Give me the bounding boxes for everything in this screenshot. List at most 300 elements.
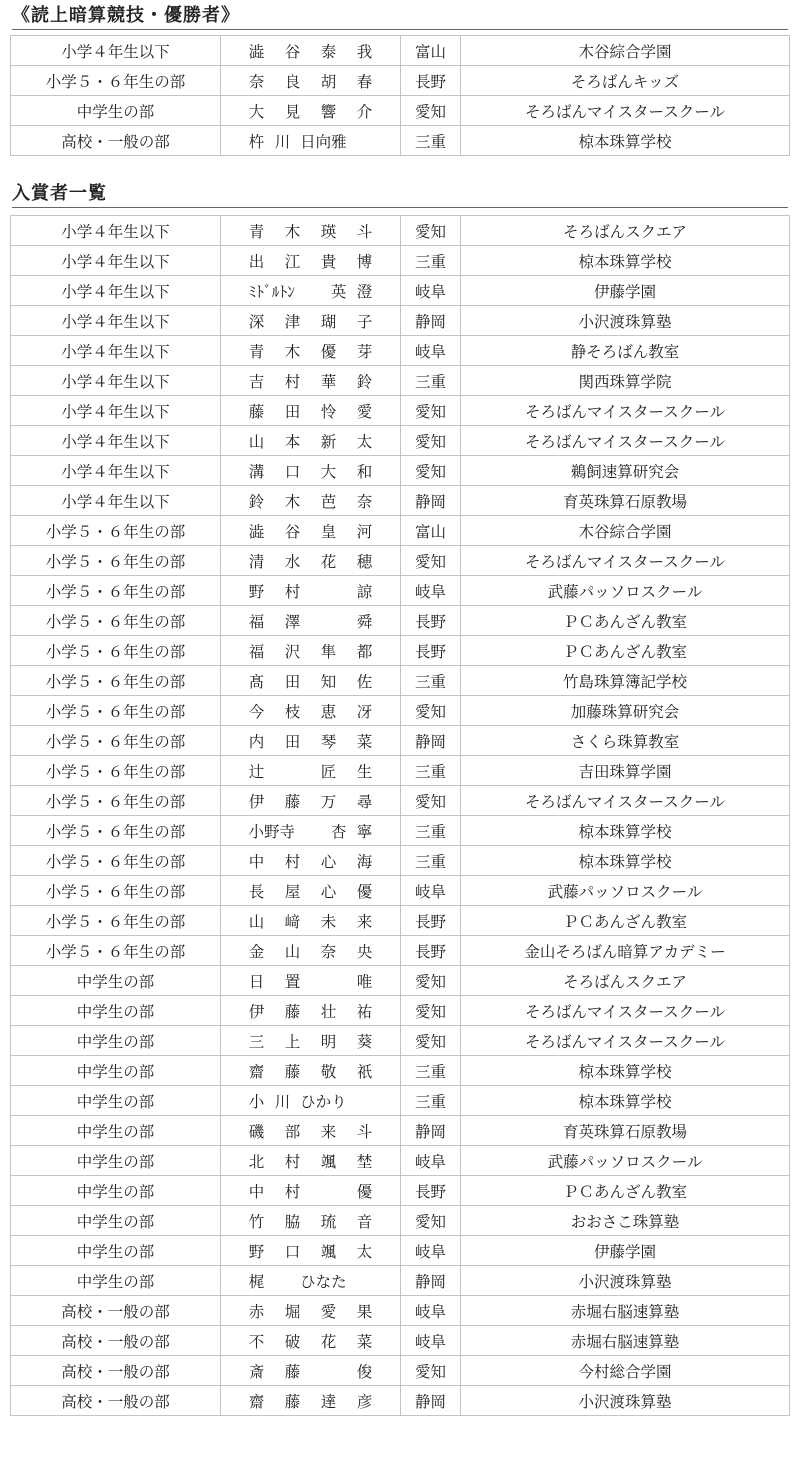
division-cell: 中学生の部 — [11, 1266, 221, 1296]
name-part: 颯 — [320, 1152, 337, 1171]
name-cell — [221, 756, 401, 786]
name-part: 大 — [248, 102, 265, 121]
name-part: 川 — [274, 1092, 291, 1111]
name-part: 清 — [248, 552, 265, 571]
school-cell: そろばんマイスタースクール — [461, 1026, 790, 1056]
winners-table — [10, 215, 790, 1416]
name-cell — [221, 576, 401, 606]
division-cell: 小学５・６年生の部 — [11, 936, 221, 966]
name-part: 吉 — [248, 372, 265, 391]
division-cell: 小学５・６年生の部 — [11, 546, 221, 576]
name-part: 尋 — [356, 792, 373, 811]
prefecture-cell: 三重 — [401, 1086, 461, 1116]
division-cell: 中学生の部 — [11, 1086, 221, 1116]
prefecture-cell: 長野 — [401, 1176, 461, 1206]
name-part: 内 — [248, 732, 265, 751]
prefecture-cell: 愛知 — [401, 96, 461, 126]
table-row — [11, 786, 790, 816]
division-cell: 小学４年生以下 — [11, 426, 221, 456]
table-row — [11, 1386, 790, 1416]
name-part: 藤 — [284, 1362, 301, 1381]
name-part: 博 — [356, 252, 373, 271]
name-part: 優 — [356, 882, 373, 901]
table-row — [11, 456, 790, 486]
division-cell: 小学４年生以下 — [11, 486, 221, 516]
name-part: 皇 — [320, 522, 337, 541]
name-characters — [249, 1300, 373, 1322]
prefecture-cell: 岐阜 — [401, 1296, 461, 1326]
name-part: 谷 — [284, 522, 301, 541]
table-row — [11, 396, 790, 426]
name-cell — [221, 486, 401, 516]
school-cell: 椋本珠算学校 — [461, 816, 790, 846]
name-part: 斎 — [248, 1362, 265, 1381]
table-row — [11, 1296, 790, 1326]
prefecture-cell: 長野 — [401, 606, 461, 636]
name-part: 木 — [284, 342, 301, 361]
school-cell: 今村総合学園 — [461, 1356, 790, 1386]
table-row — [11, 1026, 790, 1056]
name-part: 置 — [284, 972, 301, 991]
name-part: 央 — [356, 942, 373, 961]
name-part: 杵 — [248, 132, 265, 151]
name-cell — [221, 1116, 401, 1146]
school-cell: そろばんマイスタースクール — [461, 546, 790, 576]
name-part: 部 — [284, 1122, 301, 1141]
name-part: 堀 — [284, 1302, 301, 1321]
name-part: 北 — [248, 1152, 265, 1171]
name-cell — [221, 306, 401, 336]
name-part: 優 — [320, 342, 337, 361]
prefecture-cell: 静岡 — [401, 1386, 461, 1416]
table-row — [11, 876, 790, 906]
division-cell: 小学４年生以下 — [11, 276, 221, 306]
name-part: 太 — [356, 1242, 373, 1261]
prefecture-cell: 愛知 — [401, 426, 461, 456]
name-part: 山 — [248, 912, 265, 931]
prefecture-cell: 岐阜 — [401, 1326, 461, 1356]
school-cell: 関西珠算学院 — [461, 366, 790, 396]
school-cell: 育英珠算石原教場 — [461, 1116, 790, 1146]
prefecture-cell: 愛知 — [401, 456, 461, 486]
division-cell: 中学生の部 — [11, 1206, 221, 1236]
name-characters — [249, 1210, 373, 1232]
name-part: 木 — [284, 222, 301, 241]
name-part: 沢 — [284, 642, 301, 661]
name-cell — [221, 96, 401, 126]
name-part: 中 — [248, 1182, 265, 1201]
name-characters — [249, 310, 373, 332]
name-characters — [249, 610, 373, 632]
name-part: 村 — [284, 582, 301, 601]
name-part: 心 — [320, 852, 337, 871]
name-part: 梶 — [248, 1272, 265, 1291]
prefecture-cell: 愛知 — [401, 996, 461, 1026]
school-cell: 金山そろばん暗算アカデミー — [461, 936, 790, 966]
name-part: 不 — [248, 1332, 265, 1351]
name-characters — [249, 1390, 373, 1412]
division-cell: 小学５・６年生の部 — [11, 726, 221, 756]
name-part: 澤 — [284, 612, 301, 631]
name-cell — [221, 996, 401, 1026]
name-cell — [221, 516, 401, 546]
name-characters — [249, 700, 373, 722]
division-cell: 小学５・６年生の部 — [11, 906, 221, 936]
name-characters — [249, 880, 373, 902]
table-row — [11, 1326, 790, 1356]
name-part: 介 — [356, 102, 373, 121]
school-cell: 椋本珠算学校 — [461, 126, 790, 156]
name-cell — [221, 216, 401, 246]
division-cell: 小学４年生以下 — [11, 246, 221, 276]
prefecture-cell: 岐阜 — [401, 1146, 461, 1176]
name-part: 埜 — [356, 1152, 373, 1171]
name-characters — [249, 250, 373, 272]
division-cell: 小学５・６年生の部 — [11, 66, 221, 96]
table-row — [11, 36, 790, 66]
name-part: 俊 — [356, 1362, 373, 1381]
school-cell: そろばんマイスタースクール — [461, 786, 790, 816]
name-characters — [249, 850, 373, 872]
name-cell — [221, 1086, 401, 1116]
name-part: 髙 — [248, 672, 265, 691]
division-cell: 小学４年生以下 — [11, 366, 221, 396]
name-part: 彦 — [356, 1392, 373, 1411]
school-cell: 武藤パッソロスクール — [461, 876, 790, 906]
name-part: 水 — [284, 552, 301, 571]
name-part: 竹 — [248, 1212, 265, 1231]
prefecture-cell: 愛知 — [401, 1026, 461, 1056]
name-cell — [221, 1326, 401, 1356]
name-part: 齋 — [248, 1062, 265, 1081]
name-characters — [249, 1240, 373, 1262]
name-characters — [249, 1330, 373, 1352]
name-part: 菜 — [356, 1332, 373, 1351]
name-part: 舜 — [356, 612, 373, 631]
prefecture-cell: 三重 — [401, 366, 461, 396]
school-cell: 椋本珠算学校 — [461, 1056, 790, 1086]
name-part: 脇 — [284, 1212, 301, 1231]
name-part: 川 — [274, 132, 291, 151]
name-part: 海 — [356, 852, 373, 871]
division-cell: 高校・一般の部 — [11, 1326, 221, 1356]
name-cell — [221, 1236, 401, 1266]
name-part: 本 — [284, 432, 301, 451]
name-part: 菜 — [356, 732, 373, 751]
school-cell: さくら珠算教室 — [461, 726, 790, 756]
name-part: 隼 — [320, 642, 337, 661]
school-cell: 竹島珠算簿記学校 — [461, 666, 790, 696]
division-cell: 小学４年生以下 — [11, 36, 221, 66]
name-characters — [249, 460, 373, 482]
name-part: 河 — [356, 522, 373, 541]
name-part: 澁 — [248, 522, 265, 541]
name-part: 野 — [248, 1242, 265, 1261]
name-characters — [249, 790, 373, 812]
school-cell: ＰＣあんざん教室 — [461, 606, 790, 636]
name-part: 藤 — [284, 792, 301, 811]
table-row — [11, 1086, 790, 1116]
name-part: 花 — [320, 1332, 337, 1351]
prefecture-cell: 静岡 — [401, 486, 461, 516]
table-row — [11, 1116, 790, 1146]
name-part: 奈 — [320, 942, 337, 961]
division-cell: 小学５・６年生の部 — [11, 846, 221, 876]
division-cell: 中学生の部 — [11, 1026, 221, 1056]
name-cell — [221, 816, 401, 846]
name-part: 寧 — [356, 822, 373, 841]
name-part: 花 — [320, 552, 337, 571]
table-row — [11, 126, 790, 156]
name-cell — [221, 1296, 401, 1326]
name-part: 田 — [284, 732, 301, 751]
division-cell: 中学生の部 — [11, 1056, 221, 1086]
name-cell — [221, 276, 401, 306]
name-characters — [249, 730, 373, 752]
name-part: 優 — [356, 1182, 373, 1201]
table-row — [11, 516, 790, 546]
name-part — [321, 610, 337, 632]
name-part: 金 — [248, 942, 265, 961]
name-part: 上 — [284, 1032, 301, 1051]
name-cell — [221, 846, 401, 876]
name-characters — [249, 130, 373, 152]
name-characters — [249, 1360, 373, 1382]
table-row — [11, 726, 790, 756]
division-cell: 中学生の部 — [11, 966, 221, 996]
name-part: 山 — [248, 432, 265, 451]
division-cell: 中学生の部 — [11, 996, 221, 1026]
school-cell: 加藤珠算研究会 — [461, 696, 790, 726]
name-part: 屋 — [284, 882, 301, 901]
name-cell — [221, 246, 401, 276]
name-part: 琉 — [320, 1212, 337, 1231]
name-part: 杏 — [330, 822, 347, 841]
name-part: 敬 — [320, 1062, 337, 1081]
name-part: ﾐﾄﾞﾙﾄﾝ — [248, 282, 296, 301]
name-part: 都 — [356, 642, 373, 661]
name-part: 小野寺 — [248, 822, 296, 841]
prefecture-cell: 長野 — [401, 936, 461, 966]
school-cell: 椋本珠算学校 — [461, 246, 790, 276]
name-characters — [249, 1270, 373, 1292]
name-part: 伊 — [248, 792, 265, 811]
school-cell: そろばんマイスタースクール — [461, 996, 790, 1026]
school-cell: そろばんキッズ — [461, 66, 790, 96]
name-cell — [221, 696, 401, 726]
table-row — [11, 96, 790, 126]
name-cell — [221, 366, 401, 396]
table-row — [11, 246, 790, 276]
prefecture-cell: 静岡 — [401, 726, 461, 756]
name-part: 琴 — [320, 732, 337, 751]
name-part: 田 — [284, 402, 301, 421]
school-cell: 小沢渡珠算塾 — [461, 306, 790, 336]
division-cell: 高校・一般の部 — [11, 1296, 221, 1326]
name-cell — [221, 1356, 401, 1386]
name-part: 恵 — [320, 702, 337, 721]
name-part: 村 — [284, 1152, 301, 1171]
name-part: 音 — [356, 1212, 373, 1231]
prefecture-cell: 岐阜 — [401, 1236, 461, 1266]
division-cell: 小学４年生以下 — [11, 456, 221, 486]
school-cell: 椋本珠算学校 — [461, 1086, 790, 1116]
name-characters — [249, 280, 373, 302]
name-part: 子 — [356, 312, 373, 331]
division-cell: 高校・一般の部 — [11, 126, 221, 156]
name-characters — [249, 220, 373, 242]
name-cell — [221, 1386, 401, 1416]
name-part: 未 — [320, 912, 337, 931]
division-cell: 中学生の部 — [11, 96, 221, 126]
name-cell — [221, 1026, 401, 1056]
name-part: 斗 — [356, 222, 373, 241]
school-cell: おおさこ珠算塾 — [461, 1206, 790, 1236]
name-characters — [249, 940, 373, 962]
name-part: 良 — [284, 72, 301, 91]
name-cell — [221, 966, 401, 996]
name-part — [274, 1270, 290, 1292]
champions-table — [10, 35, 790, 156]
name-part: 響 — [320, 102, 337, 121]
prefecture-cell: 静岡 — [401, 1116, 461, 1146]
name-cell — [221, 456, 401, 486]
school-cell: そろばんマイスタースクール — [461, 426, 790, 456]
name-characters — [249, 550, 373, 572]
school-cell: 木谷綜合学園 — [461, 36, 790, 66]
name-characters — [249, 1180, 373, 1202]
school-cell: 育英珠算石原教場 — [461, 486, 790, 516]
name-cell — [221, 1146, 401, 1176]
name-part: 伊 — [248, 1002, 265, 1021]
name-cell — [221, 636, 401, 666]
name-cell — [221, 36, 401, 66]
name-part — [305, 280, 321, 302]
table-row — [11, 906, 790, 936]
name-part: 青 — [248, 342, 265, 361]
name-part: 知 — [320, 672, 337, 691]
table-row — [11, 666, 790, 696]
name-part: 祇 — [356, 1062, 373, 1081]
prefecture-cell: 愛知 — [401, 546, 461, 576]
name-part: 来 — [356, 912, 373, 931]
name-part: 万 — [320, 792, 337, 811]
name-part: 口 — [284, 462, 301, 481]
prefecture-cell: 三重 — [401, 816, 461, 846]
division-cell: 小学４年生以下 — [11, 396, 221, 426]
name-characters — [249, 430, 373, 452]
division-cell: 小学５・６年生の部 — [11, 666, 221, 696]
name-part: 村 — [284, 1182, 301, 1201]
division-cell: 小学５・６年生の部 — [11, 816, 221, 846]
table-row — [11, 1236, 790, 1266]
prefecture-cell: 長野 — [401, 66, 461, 96]
school-cell: ＰＣあんざん教室 — [461, 1176, 790, 1206]
name-part: 達 — [320, 1392, 337, 1411]
name-part: 我 — [356, 42, 373, 61]
name-part — [321, 1360, 337, 1382]
name-cell — [221, 906, 401, 936]
name-cell — [221, 1266, 401, 1296]
name-characters — [249, 580, 373, 602]
name-part: 澁 — [248, 42, 265, 61]
prefecture-cell: 三重 — [401, 756, 461, 786]
name-part: 藤 — [284, 1062, 301, 1081]
school-cell: そろばんマイスタースクール — [461, 396, 790, 426]
prefecture-cell: 長野 — [401, 636, 461, 666]
name-part: 胡 — [320, 72, 337, 91]
name-characters — [249, 1120, 373, 1142]
name-part: 斗 — [356, 1122, 373, 1141]
name-part: 怜 — [320, 402, 337, 421]
table-row — [11, 426, 790, 456]
division-cell: 中学生の部 — [11, 1146, 221, 1176]
prefecture-cell: 三重 — [401, 846, 461, 876]
table-row — [11, 636, 790, 666]
name-cell — [221, 1056, 401, 1086]
name-part: 破 — [284, 1332, 301, 1351]
school-cell: 武藤パッソロスクール — [461, 1146, 790, 1176]
division-cell: 中学生の部 — [11, 1176, 221, 1206]
division-cell: 小学５・６年生の部 — [11, 756, 221, 786]
name-characters — [249, 400, 373, 422]
name-part: 齋 — [248, 1392, 265, 1411]
division-cell: 小学５・６年生の部 — [11, 576, 221, 606]
table-row — [11, 996, 790, 1026]
name-part: 澄 — [356, 282, 373, 301]
table-row — [11, 66, 790, 96]
name-part: 田 — [284, 672, 301, 691]
name-part: 口 — [284, 1242, 301, 1261]
name-cell — [221, 786, 401, 816]
division-cell: 小学５・６年生の部 — [11, 786, 221, 816]
name-part: 唯 — [356, 972, 373, 991]
table-row — [11, 336, 790, 366]
name-part: 﨑 — [284, 912, 301, 931]
table-row — [11, 1146, 790, 1176]
table-row — [11, 756, 790, 786]
table-row — [11, 546, 790, 576]
division-cell: 高校・一般の部 — [11, 1356, 221, 1386]
school-cell: 鵜飼速算研究会 — [461, 456, 790, 486]
school-cell: 静そろばん教室 — [461, 336, 790, 366]
name-cell — [221, 126, 401, 156]
name-part: 山 — [284, 942, 301, 961]
name-characters — [249, 100, 373, 122]
school-cell: 木谷綜合学園 — [461, 516, 790, 546]
name-part: 芽 — [356, 342, 373, 361]
name-part: 中 — [248, 852, 265, 871]
table-row — [11, 276, 790, 306]
school-cell: 武藤パッソロスクール — [461, 576, 790, 606]
prefecture-cell: 三重 — [401, 1056, 461, 1086]
name-part: 福 — [248, 642, 265, 661]
division-cell: 小学４年生以下 — [11, 336, 221, 366]
division-cell: 小学５・６年生の部 — [11, 696, 221, 726]
prefecture-cell: 愛知 — [401, 966, 461, 996]
prefecture-cell: 岐阜 — [401, 576, 461, 606]
name-characters — [249, 1000, 373, 1022]
prefecture-cell: 静岡 — [401, 1266, 461, 1296]
name-part: 今 — [248, 702, 265, 721]
school-cell: ＰＣあんざん教室 — [461, 906, 790, 936]
name-cell — [221, 666, 401, 696]
prefecture-cell: 富山 — [401, 516, 461, 546]
name-part: 明 — [320, 1032, 337, 1051]
name-part: 鈴 — [248, 492, 265, 511]
name-part: 木 — [284, 492, 301, 511]
name-cell — [221, 1176, 401, 1206]
